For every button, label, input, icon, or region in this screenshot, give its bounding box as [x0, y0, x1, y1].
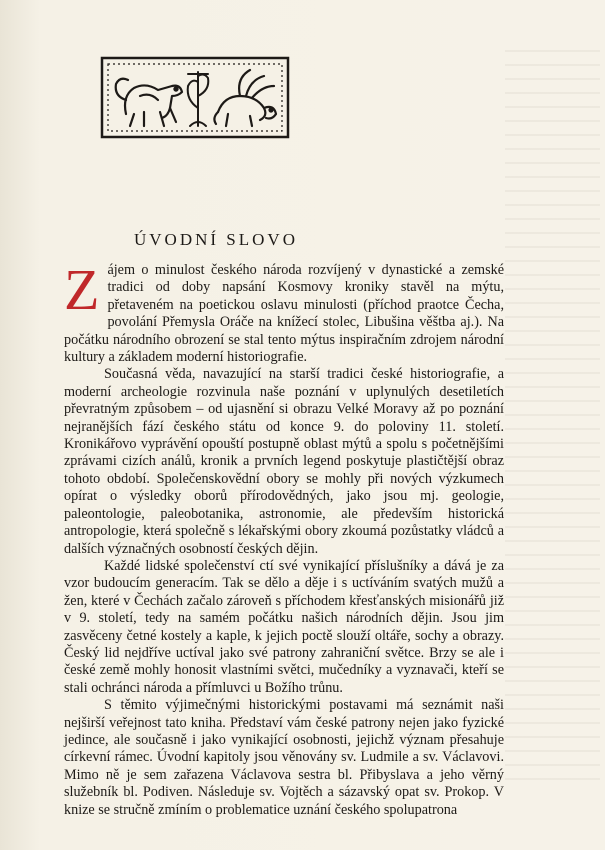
- medieval-animal-frieze-icon: [100, 56, 290, 139]
- paragraph-4: S těmito výjimečnými historickými postavami má seznámit naši nejširší veřejnost tato kniha. Představí vám české patrony nejen jako fyzické jedince, ale současně i jako vynikající osobnosti, jejichž význam přesahuje církevní rámec. Úvodní kapitoly jsou věnovány sv. Ludmile a sv. Václavovi. Mimo ně je sem zařazena Václavova sestra bl. Přibyslava a jeho věrný služebník bl. Podiven. Následuje sv. Vojtěch a sázavský opat sv. Prokop. V knize se stručně zmíním o problematice uznání českého spolupatrona: [64, 697, 504, 818]
- paragraph-3: Každé lidské společenství ctí své vynikající příslušníky a dává je za vzor budoucím generacím. Tak se dělo a děje i s uctíváním svatých mužů a žen, které v Čechách začalo zároveň s příchodem křesťanských misionářů již v 9. století, tedy na samém počátku našich národních dějin. Jsou jim zasvěceny četné kostely a kaple, k jejich poctě slouží oltáře, sochy a obrazy. Český lid nejdříve uctíval jako své patrony zahraniční světce. Brzy se ale i české země mohly honosit vlastními světci, mučedníky a vyznavači, kteří se stali ochránci národa a přímluvci u Božího trůnu.: [64, 557, 504, 696]
- drop-cap: Z: [64, 257, 100, 322]
- chapter-heading: ÚVODNÍ SLOVO: [134, 230, 298, 249]
- show-through-text: [505, 50, 600, 790]
- chapter-text: [64, 257, 504, 819]
- paragraph-1: [64, 257, 504, 366]
- paragraph-1-text: ájem o minulost českého národa rozvíjený v dynastické a zemské tradici od doby napsání Kosmovy kroniky stavěl na mýtu, přetaveném na poetickou oslavu minulosti (příchod praotce Čecha, povolání Přemysla Oráče na knížecí stolec, Libušina věštba aj.). Na počátku národního obrození se stal tento mýtus inspiračním zdrojem národní kultury a základem moderní historiografie.: [64, 262, 504, 366]
- paragraph-2: Současná věda, navazující na starší tradici české historiografie, a moderní archeologie rozvinula naše poznání v uplynulých desetiletích převratným způsobem – od ujasnění si obrazu Velké Moravy až po poznání nejranějších fází českého státu od konce 9. do poloviny 11. století. Kronikářovo vyprávění opouští postupně oblast mýtů a spolu s početnějšími zprávami cizích análů, kronik a prvních legend poskytuje plastičtější obraz tohoto období. Společenskovědní obory se mohly při nových výzkumech opírat o výsledky oborů přírodovědných, jako jsou mj. geologie, paleontologie, paleobotanika, astronomie, ale především historická antropologie, která společně s lékařskými obory zkoumá pozůstatky vládců a dalších význačných osobností českých dějin.: [64, 366, 504, 557]
